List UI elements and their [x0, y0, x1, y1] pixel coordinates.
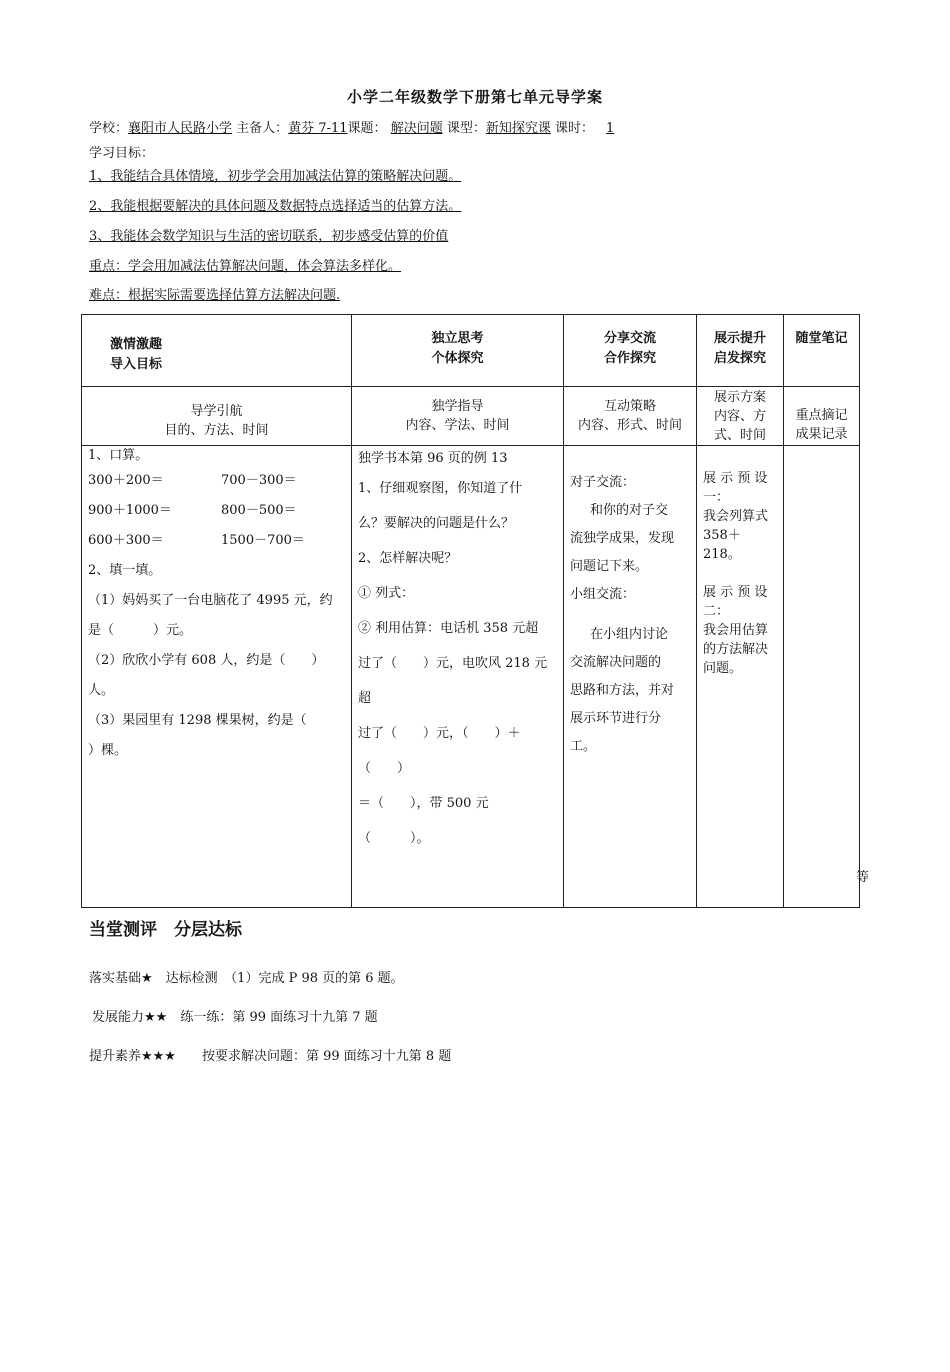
pair-text-3: 问题记下来。	[570, 559, 649, 574]
goal-item-1: 1、我能结合具体情境，初步学会用加减法估算的策略解决问题。	[89, 169, 462, 184]
table-body-row	[82, 446, 860, 908]
display-1-a: 展 示 预 设	[703, 471, 768, 486]
display-1-d: 358＋218。	[703, 528, 741, 562]
study-line-7: 过了（ ）元，电吹风 218 元超	[358, 656, 548, 706]
assessment-item-2: 发展能力★★ 练一练：第 99 面练习十九第 7 题	[92, 1010, 378, 1025]
display-2-e: 问题。	[703, 661, 743, 676]
header-4-line2: 启发探究	[713, 351, 766, 366]
lesson-table	[81, 314, 869, 908]
header-4-line1: 展示提升	[713, 331, 766, 346]
display-2-a: 展 示 预 设	[703, 585, 768, 600]
type-label: 课型：	[446, 121, 486, 136]
school-label: 学校：	[89, 121, 129, 136]
share-cell	[564, 446, 697, 908]
subheader-3-line2: 内容、形式、时间	[577, 418, 682, 433]
header-cell-4	[697, 315, 784, 387]
subheader-cell-1	[82, 387, 352, 446]
header-2-line1: 独立思考	[431, 331, 484, 346]
header-3-line2: 合作探究	[603, 351, 656, 366]
question-2: （2）欣欣小学有 608 人，约是（ ）人。	[88, 653, 325, 698]
subheader-5-line1: 重点摘记	[795, 408, 848, 423]
self-study-cell	[352, 446, 564, 908]
calc-row-2: 900＋1000＝ 800－500＝	[88, 503, 297, 518]
question-3-a: （3）果园里有 1298 棵果树，约是（	[88, 713, 307, 728]
question-1-a: （1）妈妈买了一台电脑花了 4995 元，约	[88, 593, 333, 608]
group-title: 小组交流：	[570, 587, 636, 602]
key-point: 重点：学会用加减法估算解决问题，体会算法多样化。	[89, 259, 402, 274]
preparer-value: 黄芬 7-11	[288, 121, 348, 136]
school-value: 襄阳市人民路小学	[128, 121, 233, 136]
question-3-b: ）棵。	[88, 743, 128, 758]
subheader-1-line1: 导学引航	[190, 404, 243, 419]
pair-title: 对子交流：	[570, 475, 636, 490]
subheader-1-line2: 目的、方法、时间	[164, 423, 269, 438]
period-value: 1	[606, 121, 615, 136]
subheader-4-line3: 式、时间	[713, 428, 766, 443]
table-header-row	[82, 315, 860, 387]
study-line-6: ② 利用估算：电话机 358 元超	[358, 621, 539, 636]
display-cell	[697, 446, 784, 908]
subheader-2-line1: 独学指导	[431, 399, 484, 414]
goal-item-2: 2、我能根据要解决的具体问题及数据特点选择适当的估算方法。	[89, 199, 462, 214]
header-cell-2	[352, 315, 564, 387]
goals-label: 学习目标：	[89, 146, 155, 161]
topic-label: 课题：	[347, 121, 387, 136]
table-subheader-row	[82, 387, 860, 446]
assessment-item-3: 提升素养★★★ 按要求解决问题：第 99 面练习十九第 8 题	[89, 1049, 452, 1064]
display-1-b: 一：	[703, 490, 730, 505]
header-5-line1: 随堂笔记	[795, 331, 848, 346]
header-cell-1	[82, 315, 352, 387]
display-1-c: 我会列算式	[703, 509, 769, 524]
subheader-cell-5	[784, 387, 860, 446]
assessment-item-1: 落实基础★ 达标检测 （1）完成 P 98 页的第 6 题。	[89, 971, 404, 986]
subheader-cell-4	[697, 387, 784, 446]
header-3-line1: 分享交流	[603, 331, 656, 346]
fill-title: 2、填一填。	[88, 563, 162, 578]
subheader-cell-3	[564, 387, 697, 446]
pair-text-1: 和你的对子交	[590, 503, 669, 518]
warmup-cell	[82, 446, 352, 908]
calc-row-1: 300＋200＝ 700－300＝	[88, 473, 297, 488]
header-2-line2: 个体探究	[431, 351, 484, 366]
topic-value: 解决问题	[390, 121, 443, 136]
pair-text-2: 流独学成果，发现	[570, 531, 675, 546]
goal-item-3: 3、我能体会数学知识与生活的密切联系，初步感受估算的价值	[89, 229, 449, 244]
group-text-2: 交流解决问题的	[570, 655, 662, 670]
type-value: 新知探究课	[485, 121, 551, 136]
display-2-d: 的方法解决	[703, 642, 769, 657]
group-text-1: 在小组内讨论	[590, 627, 669, 642]
study-line-4: 2、怎样解决呢？	[358, 551, 458, 566]
header-1-line1: 激情激趣	[110, 337, 163, 352]
study-line-3: 么？要解决的问题是什么？	[358, 516, 515, 531]
subheader-4-line1: 展示方案	[713, 390, 766, 405]
subheader-5-line2: 成果记录	[795, 427, 848, 442]
study-line-9: ＝（ ），带 500 元（ ）。	[358, 796, 489, 846]
notes-mark: 等	[855, 870, 869, 885]
group-text-4: 展示环节进行分	[570, 711, 662, 726]
header-cell-3	[564, 315, 697, 387]
assessment-title: 当堂测评 分层达标	[89, 920, 242, 940]
preparer-label: 主备人：	[236, 121, 289, 136]
subheader-4-line2: 内容、方	[713, 409, 766, 424]
subheader-2-line2: 内容、学法、时间	[405, 418, 510, 433]
difficulty: 难点：根据实际需要选择估算方法解决问题.	[89, 288, 341, 303]
calc-row-3: 600＋300＝ 1500－700＝	[88, 533, 305, 548]
subheader-cell-2	[352, 387, 564, 446]
info-line	[89, 117, 626, 136]
header-1-line2: 导入目标	[110, 357, 163, 372]
header-cell-5	[784, 315, 860, 387]
display-2-b: 二：	[703, 604, 730, 619]
period-label: 课时：	[555, 121, 595, 136]
question-1-b: 是（ ）元。	[88, 623, 193, 638]
group-text-5: 工。	[570, 739, 597, 754]
notes-cell	[784, 446, 869, 908]
display-2-c: 我会用估算	[703, 623, 769, 638]
study-line-8: 过了（ ）元，（ ）＋（ ）	[358, 726, 521, 776]
group-text-3: 思路和方法，并对	[570, 683, 675, 698]
study-line-5: ① 列式：	[358, 586, 415, 601]
subheader-3-line1: 互动策略	[603, 399, 656, 414]
oral-calc-title: 1、口算。	[88, 448, 149, 463]
study-line-1: 独学书本第 96 页的例 13	[358, 451, 508, 466]
study-line-2: 1、仔细观察图，你知道了什	[358, 481, 523, 496]
document-title: 小学二年级数学下册第七单元导学案	[346, 88, 603, 106]
